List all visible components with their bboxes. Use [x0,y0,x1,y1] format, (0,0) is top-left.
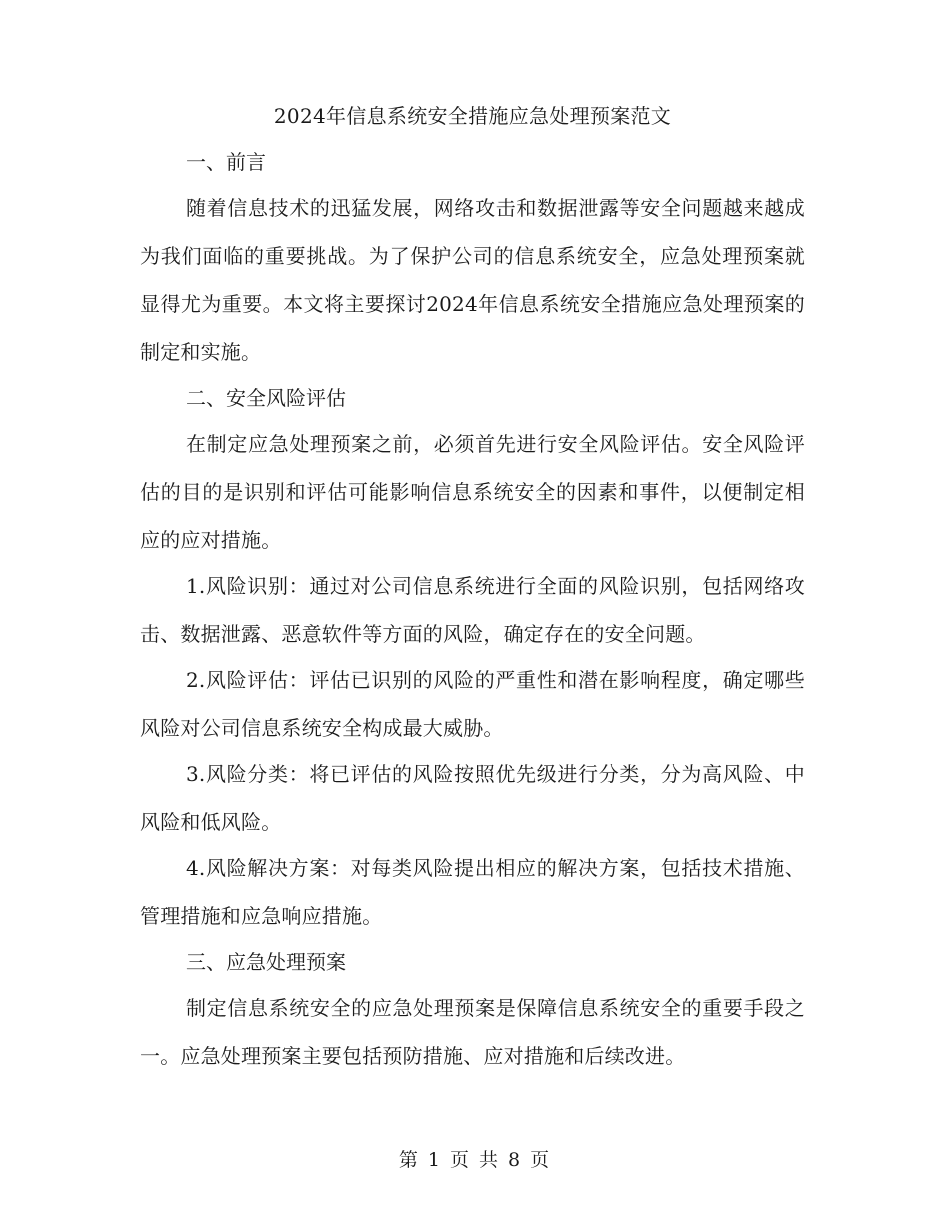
document-body [140,100,805,1086]
paragraph-risk-assessment-intro: 在制定应急处理预案之前，必须首先进行安全风险评估。安全风险评估的目的是识别和评估可能影响信息系统安全的因素和事件，以便制定相应的应对措施。 [140,432,805,552]
paragraph-risk-identification: 1.风险识别：通过对公司信息系统进行全面的风险识别，包括网络攻击、数据泄露、恶意软件等方面的风险，确定存在的安全问题。 [140,574,805,646]
section-heading-emergency-plan: 三、应急处理预案 [186,950,346,974]
paragraph-risk-solutions: 4.风险解决方案：对每类风险提出相应的解决方案，包括技术措施、管理措施和应急响应措施。 [140,856,805,928]
section-heading-preface: 一、前言 [186,150,266,174]
paragraph-preface: 随着信息技术的迅猛发展，网络攻击和数据泄露等安全问题越来越成为我们面临的重要挑战。为了保护公司的信息系统安全，应急处理预案就显得尤为重要。本文将主要探讨2024年信息系统安全措施应急处理预案的制定和实施。 [140,196,805,364]
paragraph-risk-evaluation: 2.风险评估：评估已识别的风险的严重性和潜在影响程度，确定哪些风险对公司信息系统安全构成最大威胁。 [140,668,805,740]
page-number-footer: 第 1 页 共 8 页 [398,1149,552,1171]
paragraph-risk-classification: 3.风险分类：将已评估的风险按照优先级进行分类，分为高风险、中风险和低风险。 [140,762,805,834]
paragraph-emergency-plan: 制定信息系统安全的应急处理预案是保障信息系统安全的重要手段之一。应急处理预案主要包括预防措施、应对措施和后续改进。 [140,996,805,1068]
document-title: 2024年信息系统安全措施应急处理预案范文 [273,104,672,128]
section-heading-risk-assessment: 二、安全风险评估 [186,386,346,410]
